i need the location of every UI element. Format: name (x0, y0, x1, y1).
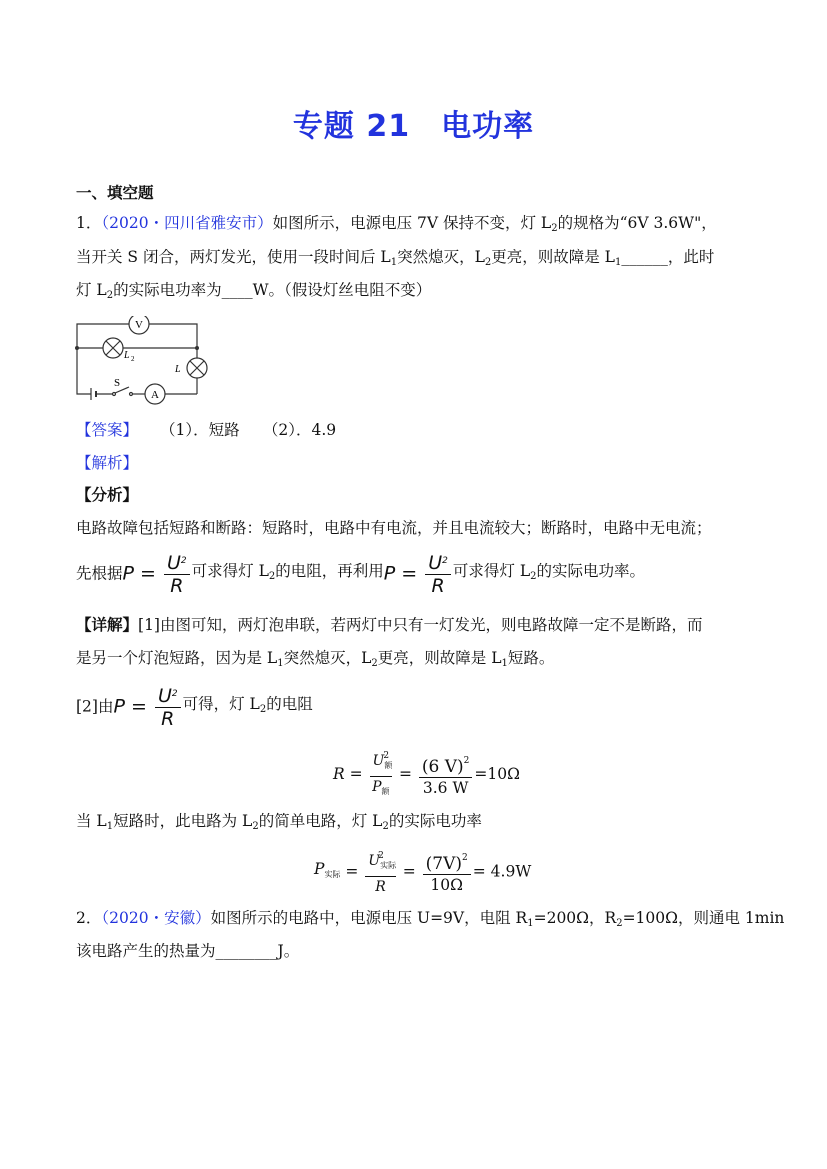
q1-text: 是另一个灯泡短路，因为是 L (76, 649, 278, 667)
subscript: 2 (259, 703, 267, 715)
switch-label: S (114, 377, 121, 389)
subscript: 额 (384, 761, 393, 770)
subscript: 2 (551, 223, 558, 234)
analysis-label: 【解析】 (76, 454, 139, 472)
formula-fraction (155, 683, 181, 730)
q1-text: 的实际电功率。 (536, 561, 646, 580)
q2-text: =100Ω，则通电 1min (622, 909, 785, 927)
q1-text: ______，此时 (621, 248, 715, 266)
formula-symbol: R (161, 708, 175, 730)
q1-text: [2]由 (76, 697, 114, 716)
q1-text: 更亮，则故障是 L (491, 248, 615, 266)
answer-label: 【答案】 (76, 421, 139, 439)
q1-text: 灯 L (76, 281, 107, 299)
formula-symbol: U (428, 552, 443, 574)
q1-source: （2020・四川省雅安市） (101, 214, 273, 232)
eq-symbol: P (372, 779, 382, 795)
q1-text: 的实际电功率 (388, 812, 482, 830)
detail-line-1 (76, 615, 702, 635)
eq-value: (6 V) (421, 756, 464, 777)
formula-fraction (164, 550, 190, 597)
answer-text: （1）．短路 （2）．4.9 (160, 421, 337, 439)
detail-line-2 (76, 648, 554, 674)
detail-label: 【详解】 (76, 616, 139, 634)
q1-text: 的电阻 (266, 694, 313, 713)
subscript: 1 (390, 257, 398, 268)
detail-line-3: [2]由P = $\frac{U^2}{R}$ 可得，灯 $L_2$的电阻 (76, 685, 313, 730)
subscript: 2 (616, 918, 623, 929)
eq-fraction (370, 746, 393, 802)
q1-text: 的规格为“6V 3.6W"， (557, 214, 717, 232)
voltmeter-label: V (135, 319, 143, 331)
subscript: 2 (484, 257, 492, 268)
q1-text: 可求得灯 L (191, 561, 269, 580)
q1-text: 当开关 S 闭合，两灯发光，使用一段时间后 L (76, 248, 391, 266)
formula-symbol: P (383, 562, 396, 585)
subscript: 额 (381, 787, 390, 796)
detail-line-4 (76, 811, 482, 837)
q1-text: 突然熄灭，L (397, 248, 485, 266)
eq-value: (7V) (425, 854, 463, 874)
q1-text: 可求得灯 L (452, 561, 531, 580)
q1-text: 如图所示，电源电压 7V 保持不变，灯 L (272, 214, 552, 232)
subscript: 2 (371, 658, 378, 669)
subscript: 实际 (380, 861, 397, 870)
eq-value: 3.6 W (422, 778, 469, 797)
q1-line-2 (76, 247, 714, 273)
q1-text: 先根据 (76, 564, 123, 583)
q1-text: 当 L (76, 812, 107, 830)
subscript: 1 (527, 918, 534, 929)
formula-symbol: R (431, 575, 445, 597)
superscript: 2 (462, 853, 468, 863)
q2-text: =200Ω，R (533, 909, 617, 927)
junction-dot (75, 346, 79, 350)
eq-lhs: R (333, 765, 345, 783)
subscript: 1 (277, 658, 284, 669)
eq-value: 10Ω (430, 876, 463, 894)
formula-symbol: P (113, 695, 125, 718)
superscript: 2 (463, 755, 470, 766)
subscript: 1 (501, 658, 508, 669)
q2-line-2: 该电路产生的热量为________J。 (76, 942, 300, 960)
subscript: 2 (382, 821, 389, 832)
subscript: 1 (614, 257, 622, 268)
subscript: 2 (106, 290, 114, 301)
formula-symbol: P (122, 562, 134, 585)
answer-line (76, 420, 336, 440)
eq-symbol: U (368, 853, 381, 869)
q2-line-1 (76, 908, 784, 934)
formula-line: 先根据P = $\frac{U^2}{R}$ 可求得灯 $L_2$的电阻，再利用P = $\frac{U^2}{R}$ 可求得灯 $L_2$的实际电功率。 (76, 552, 646, 597)
section-heading: 一、填空题 (76, 184, 154, 202)
eq-fraction (365, 846, 396, 897)
eq-result: =10Ω (474, 765, 520, 783)
q1-number: 1． (76, 214, 102, 232)
q1-text: 可得，灯 L (182, 694, 260, 713)
eq-symbol: R (375, 879, 386, 895)
lamp-l2-subscript: 2 (131, 355, 135, 363)
q1-line-1 (76, 213, 717, 239)
superscript: 2 (171, 689, 178, 699)
lamp-l1-label: L (175, 364, 181, 375)
q1-text: 的实际电功率为____W。（假设灯丝电阻不变） (113, 281, 432, 299)
subscript: 实际 (324, 869, 341, 879)
fenxi-text: 电路故障包括短路和断路：短路时，电路中有电流，并且电流较大；断路时，电路中无电流； (76, 519, 712, 537)
superscript: 2 (378, 851, 384, 861)
subscript: 1 (106, 821, 114, 832)
q1-text: [1]由图可知，两灯泡串联，若两灯中只有一灯发光，则电路故障一定不是断路，而 (138, 616, 703, 634)
q1-text: 突然熄灭，L (283, 649, 372, 667)
superscript: 2 (442, 556, 448, 566)
superscript: 2 (383, 751, 390, 761)
q1-text: 短路时，此电路为 L (113, 812, 253, 830)
eq-symbol: U (372, 753, 385, 769)
q2-source: （2020・安徽） (101, 909, 211, 927)
q1-text: 的电阻，再利用 (275, 561, 384, 580)
circuit-diagram (73, 316, 213, 406)
subscript: 2 (530, 570, 537, 582)
q1-line-3 (76, 280, 431, 306)
eq-lhs: P (314, 859, 325, 878)
subscript: 2 (252, 821, 259, 832)
q1-text: 短路。 (507, 649, 555, 667)
formula-symbol: R (170, 575, 184, 597)
eq-fraction (419, 751, 473, 798)
eq-result: = 4.9W (472, 862, 532, 881)
formula-symbol: U (166, 552, 181, 574)
q1-text: 更亮，则故障是 L (377, 649, 502, 667)
q1-text: 的简单电路，灯 L (258, 812, 383, 830)
lamp-l2-label: L (124, 350, 130, 361)
equation-resistance: R = $\frac{U_额^2}{P_额}$ = $\frac{(6 V)^2}{3.6 W}$ =10Ω (333, 746, 520, 802)
ammeter-label: A (151, 389, 159, 401)
q2-text: 如图所示的电路中，电源电压 U=9V，电阻 R (210, 909, 528, 927)
formula-fraction (425, 550, 451, 597)
eq-fraction (423, 848, 471, 895)
equation-actual-power: $P_{实际}$ = $\frac{U_{实际}^2}{R}$ = $\frac{(7V)^2}{10\Omega}$ = 4.9W (314, 846, 531, 897)
superscript: 2 (180, 556, 187, 566)
subscript: 2 (268, 570, 276, 582)
fenxi-label: 【分析】 (76, 486, 139, 504)
junction-dot (195, 346, 199, 350)
page-title: 专题 21 电功率 (292, 109, 535, 144)
q2-number: 2． (76, 909, 102, 927)
formula-symbol: U (157, 685, 172, 707)
